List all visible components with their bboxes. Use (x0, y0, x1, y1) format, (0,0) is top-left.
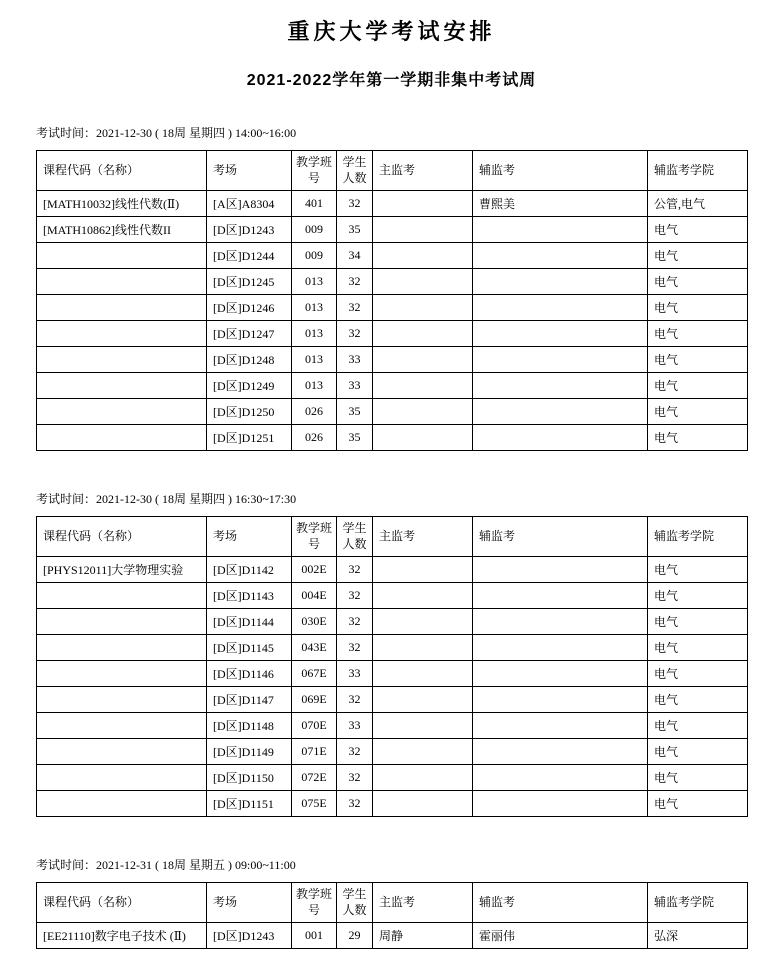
cell-class-number: 013 (292, 321, 337, 347)
cell-assistant-invigilator (473, 269, 648, 295)
table-row (37, 609, 748, 635)
column-header-assistant-invigilator: 辅监考 (473, 517, 648, 557)
cell-class-number: 013 (292, 347, 337, 373)
cell-class-number: 070E (292, 713, 337, 739)
table-row (37, 765, 748, 791)
column-header-class-number: 教学班号 (292, 517, 337, 557)
cell-exam-room: [D区]D1243 (207, 923, 292, 949)
exam-time-label: 考试时间：2021-12-31 ( 18周 星期五 ) 09:00~11:00 (36, 858, 296, 872)
exam-table (36, 516, 748, 817)
cell-chief-invigilator (373, 373, 473, 399)
cell-student-count: 32 (337, 635, 373, 661)
cell-course-code-name (37, 739, 207, 765)
cell-student-count: 32 (337, 295, 373, 321)
column-header-student-count: 学生人数 (337, 151, 373, 191)
cell-chief-invigilator (373, 243, 473, 269)
table-row (37, 661, 748, 687)
cell-exam-room: [D区]D1148 (207, 713, 292, 739)
cell-student-count: 33 (337, 661, 373, 687)
cell-chief-invigilator (373, 583, 473, 609)
cell-student-count: 33 (337, 347, 373, 373)
exam-section (36, 124, 747, 451)
table-row (37, 557, 748, 583)
sections-container (36, 124, 747, 949)
cell-student-count: 32 (337, 687, 373, 713)
cell-course-code-name: [PHYS12011]大学物理实验 (37, 557, 207, 583)
cell-class-number: 071E (292, 739, 337, 765)
cell-assistant-invigilator (473, 791, 648, 817)
cell-chief-invigilator (373, 661, 473, 687)
table-row (37, 583, 748, 609)
cell-class-number: 069E (292, 687, 337, 713)
cell-class-number: 013 (292, 269, 337, 295)
cell-chief-invigilator (373, 739, 473, 765)
cell-assistant-invigilator (473, 243, 648, 269)
cell-chief-invigilator (373, 217, 473, 243)
cell-student-count: 32 (337, 609, 373, 635)
cell-assistant-invigilator (473, 609, 648, 635)
column-header-student-count: 学生人数 (337, 517, 373, 557)
cell-assistant-college: 电气 (648, 739, 748, 765)
cell-exam-room: [D区]D1249 (207, 373, 292, 399)
table-row (37, 687, 748, 713)
cell-exam-room: [D区]D1142 (207, 557, 292, 583)
cell-class-number: 072E (292, 765, 337, 791)
table-header-row (37, 883, 748, 923)
table-row (37, 347, 748, 373)
cell-course-code-name (37, 321, 207, 347)
cell-chief-invigilator (373, 347, 473, 373)
cell-exam-room: [D区]D1248 (207, 347, 292, 373)
cell-assistant-invigilator (473, 687, 648, 713)
cell-chief-invigilator (373, 609, 473, 635)
table-row (37, 425, 748, 451)
cell-course-code-name (37, 635, 207, 661)
cell-exam-room: [D区]D1150 (207, 765, 292, 791)
cell-assistant-invigilator (473, 347, 648, 373)
cell-student-count: 32 (337, 557, 373, 583)
cell-class-number: 013 (292, 373, 337, 399)
table-row (37, 269, 748, 295)
exam-section (36, 856, 747, 949)
cell-course-code-name (37, 399, 207, 425)
cell-assistant-college: 电气 (648, 791, 748, 817)
cell-chief-invigilator (373, 191, 473, 217)
cell-exam-room: [D区]D1149 (207, 739, 292, 765)
cell-course-code-name (37, 347, 207, 373)
cell-class-number: 026 (292, 399, 337, 425)
cell-student-count: 35 (337, 217, 373, 243)
cell-assistant-invigilator (473, 557, 648, 583)
column-header-assistant-invigilator: 辅监考 (473, 883, 648, 923)
cell-exam-room: [D区]D1251 (207, 425, 292, 451)
cell-student-count: 32 (337, 583, 373, 609)
cell-chief-invigilator (373, 713, 473, 739)
cell-assistant-college: 电气 (648, 217, 748, 243)
cell-assistant-invigilator (473, 217, 648, 243)
cell-class-number: 401 (292, 191, 337, 217)
cell-exam-room: [D区]D1143 (207, 583, 292, 609)
cell-chief-invigilator (373, 321, 473, 347)
cell-assistant-college: 电气 (648, 269, 748, 295)
cell-assistant-college: 电气 (648, 713, 748, 739)
cell-assistant-invigilator (473, 425, 648, 451)
cell-class-number: 043E (292, 635, 337, 661)
cell-exam-room: [D区]D1144 (207, 609, 292, 635)
column-header-exam-room: 考场 (207, 517, 292, 557)
column-header-course-code-name: 课程代码（名称） (37, 883, 207, 923)
table-header-row (37, 151, 748, 191)
table-row (37, 243, 748, 269)
cell-class-number: 004E (292, 583, 337, 609)
column-header-class-number: 教学班号 (292, 883, 337, 923)
cell-exam-room: [D区]D1244 (207, 243, 292, 269)
table-row (37, 713, 748, 739)
table-row (37, 923, 748, 949)
column-header-course-code-name: 课程代码（名称） (37, 151, 207, 191)
cell-assistant-college: 电气 (648, 583, 748, 609)
table-header-row (37, 517, 748, 557)
exam-time-label: 考试时间：2021-12-30 ( 18周 星期四 ) 16:30~17:30 (36, 492, 297, 506)
table-row (37, 399, 748, 425)
exam-table (36, 882, 748, 949)
cell-assistant-college: 公管,电气 (648, 191, 748, 217)
exam-section (36, 490, 747, 817)
cell-chief-invigilator (373, 295, 473, 321)
cell-assistant-college: 电气 (648, 687, 748, 713)
column-header-assistant-invigilator: 辅监考 (473, 151, 648, 191)
page-title: 重庆大学考试安排 (287, 19, 496, 44)
cell-student-count: 32 (337, 765, 373, 791)
cell-course-code-name (37, 243, 207, 269)
cell-assistant-invigilator (473, 321, 648, 347)
table-row (37, 373, 748, 399)
cell-assistant-invigilator (473, 635, 648, 661)
cell-class-number: 026 (292, 425, 337, 451)
cell-class-number: 002E (292, 557, 337, 583)
column-header-course-code-name: 课程代码（名称） (37, 517, 207, 557)
cell-course-code-name (37, 713, 207, 739)
cell-student-count: 32 (337, 791, 373, 817)
cell-exam-room: [D区]D1250 (207, 399, 292, 425)
cell-assistant-college: 电气 (648, 243, 748, 269)
cell-exam-room: [A区]A8304 (207, 191, 292, 217)
cell-assistant-college: 电气 (648, 399, 748, 425)
cell-assistant-college: 电气 (648, 557, 748, 583)
cell-assistant-college: 电气 (648, 321, 748, 347)
cell-chief-invigilator (373, 635, 473, 661)
cell-exam-room: [D区]D1145 (207, 635, 292, 661)
table-row (37, 321, 748, 347)
cell-assistant-invigilator (473, 399, 648, 425)
column-header-chief-invigilator: 主监考 (373, 883, 473, 923)
cell-assistant-college: 电气 (648, 347, 748, 373)
table-row (37, 191, 748, 217)
cell-exam-room: [D区]D1151 (207, 791, 292, 817)
cell-course-code-name (37, 609, 207, 635)
column-header-exam-room: 考场 (207, 151, 292, 191)
table-row (37, 791, 748, 817)
cell-student-count: 33 (337, 373, 373, 399)
cell-student-count: 35 (337, 425, 373, 451)
cell-chief-invigilator (373, 791, 473, 817)
cell-assistant-invigilator (473, 739, 648, 765)
cell-assistant-college: 电气 (648, 373, 748, 399)
cell-chief-invigilator (373, 557, 473, 583)
cell-class-number: 001 (292, 923, 337, 949)
cell-assistant-invigilator (473, 373, 648, 399)
cell-course-code-name (37, 269, 207, 295)
cell-course-code-name (37, 687, 207, 713)
page-subtitle: 2021-2022学年第一学期非集中考试周 (246, 72, 537, 89)
cell-assistant-invigilator: 霍丽伟 (473, 923, 648, 949)
cell-student-count: 32 (337, 739, 373, 765)
cell-course-code-name (37, 425, 207, 451)
cell-course-code-name: [MATH10032]线性代数(Ⅱ) (37, 191, 207, 217)
cell-chief-invigilator (373, 269, 473, 295)
table-row (37, 295, 748, 321)
cell-student-count: 35 (337, 399, 373, 425)
cell-chief-invigilator: 周静 (373, 923, 473, 949)
exam-table (36, 150, 748, 451)
cell-assistant-college: 电气 (648, 765, 748, 791)
cell-assistant-college: 电气 (648, 295, 748, 321)
cell-course-code-name (37, 791, 207, 817)
cell-assistant-invigilator (473, 661, 648, 687)
cell-exam-room: [D区]D1147 (207, 687, 292, 713)
cell-assistant-college: 电气 (648, 609, 748, 635)
exam-time-label: 考试时间：2021-12-30 ( 18周 星期四 ) 14:00~16:00 (36, 126, 297, 140)
cell-exam-room: [D区]D1246 (207, 295, 292, 321)
cell-student-count: 29 (337, 923, 373, 949)
cell-chief-invigilator (373, 399, 473, 425)
cell-student-count: 32 (337, 269, 373, 295)
cell-course-code-name: [EE21110]数字电子技术 (Ⅱ) (37, 923, 207, 949)
cell-course-code-name: [MATH10862]线性代数II (37, 217, 207, 243)
cell-class-number: 013 (292, 295, 337, 321)
cell-chief-invigilator (373, 687, 473, 713)
column-header-class-number: 教学班号 (292, 151, 337, 191)
cell-student-count: 34 (337, 243, 373, 269)
cell-class-number: 075E (292, 791, 337, 817)
table-row (37, 635, 748, 661)
column-header-exam-room: 考场 (207, 883, 292, 923)
cell-exam-room: [D区]D1247 (207, 321, 292, 347)
cell-assistant-invigilator (473, 295, 648, 321)
cell-course-code-name (37, 373, 207, 399)
exam-schedule-document (0, 15, 779, 963)
cell-class-number: 067E (292, 661, 337, 687)
column-header-assistant-college: 辅监考学院 (648, 883, 748, 923)
cell-exam-room: [D区]D1243 (207, 217, 292, 243)
column-header-assistant-college: 辅监考学院 (648, 151, 748, 191)
cell-course-code-name (37, 661, 207, 687)
cell-assistant-invigilator (473, 765, 648, 791)
cell-course-code-name (37, 295, 207, 321)
cell-assistant-college: 电气 (648, 635, 748, 661)
cell-course-code-name (37, 765, 207, 791)
cell-exam-room: [D区]D1245 (207, 269, 292, 295)
cell-student-count: 33 (337, 713, 373, 739)
cell-exam-room: [D区]D1146 (207, 661, 292, 687)
cell-assistant-invigilator: 曹熙美 (473, 191, 648, 217)
column-header-assistant-college: 辅监考学院 (648, 517, 748, 557)
table-row (37, 217, 748, 243)
column-header-chief-invigilator: 主监考 (373, 151, 473, 191)
cell-assistant-college: 电气 (648, 661, 748, 687)
cell-assistant-college: 弘深 (648, 923, 748, 949)
cell-class-number: 009 (292, 217, 337, 243)
column-header-student-count: 学生人数 (337, 883, 373, 923)
cell-class-number: 009 (292, 243, 337, 269)
cell-assistant-college: 电气 (648, 425, 748, 451)
cell-assistant-invigilator (473, 583, 648, 609)
cell-chief-invigilator (373, 765, 473, 791)
cell-assistant-invigilator (473, 713, 648, 739)
cell-student-count: 32 (337, 321, 373, 347)
cell-class-number: 030E (292, 609, 337, 635)
table-row (37, 739, 748, 765)
cell-course-code-name (37, 583, 207, 609)
column-header-chief-invigilator: 主监考 (373, 517, 473, 557)
cell-chief-invigilator (373, 425, 473, 451)
cell-student-count: 32 (337, 191, 373, 217)
